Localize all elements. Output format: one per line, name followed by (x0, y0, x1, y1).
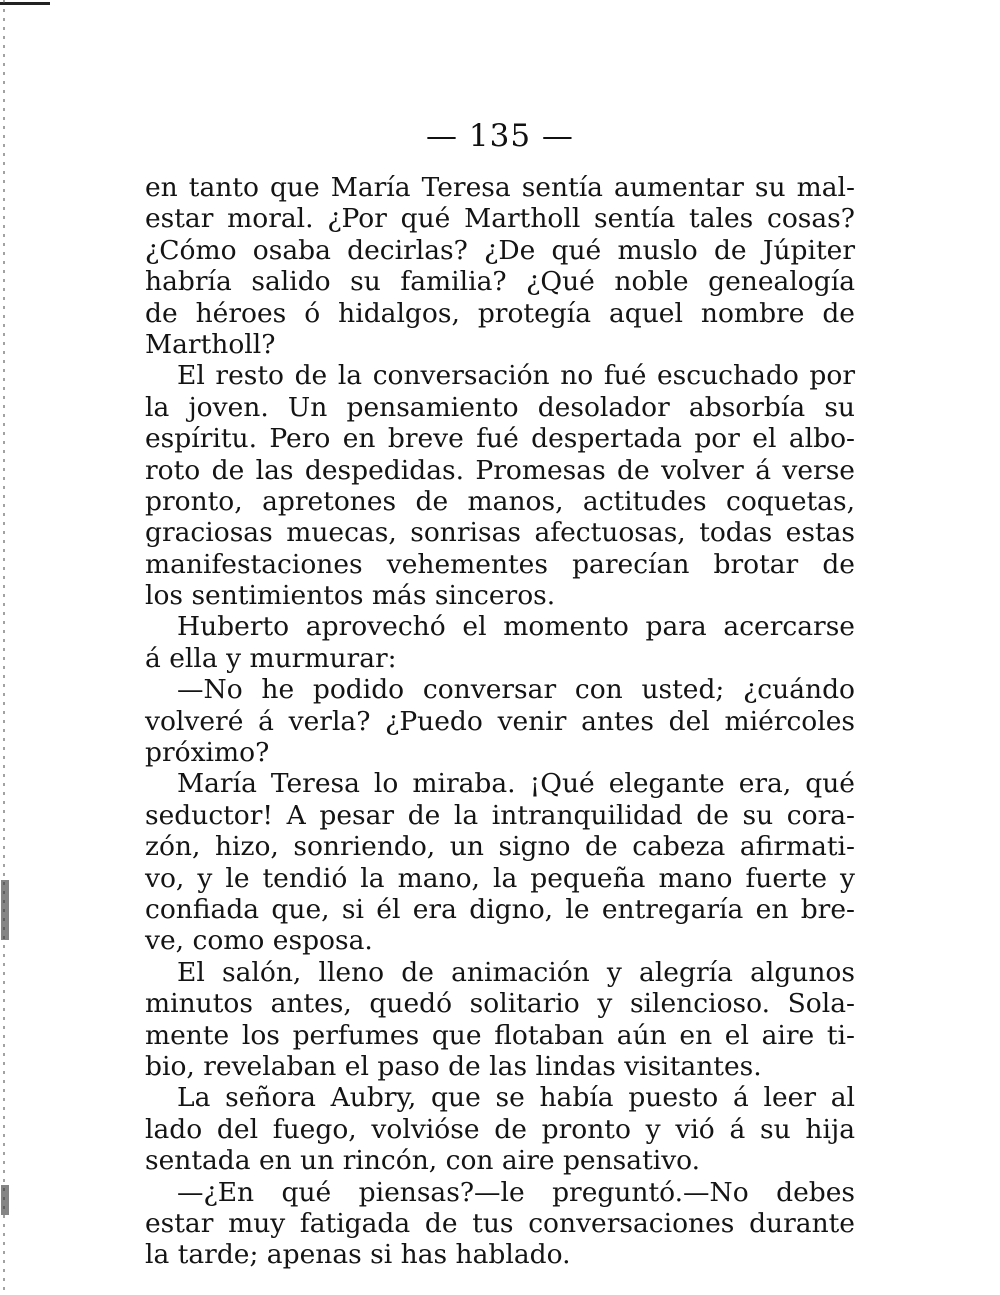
text-line: estar muy fatigada de tus conversaciones durante (145, 1207, 855, 1239)
text-line: María Teresa lo miraba. ¡Qué elegante era, qué (177, 768, 855, 800)
text-line: confiada que, si él era digno, le entregaría en bre- (145, 893, 855, 925)
scan-edge-top (0, 2, 50, 5)
text-line: volveré á verla? ¿Puedo venir antes del miércoles (145, 705, 855, 737)
text-line: los sentimientos más sinceros. (145, 580, 556, 612)
text-line: zón, hizo, sonriendo, un signo de cabeza afirmati- (145, 831, 855, 863)
paragraph (145, 1177, 855, 1271)
text-line: ve, como esposa. (145, 925, 373, 957)
text-line: pronto, apretones de manos, actitudes coquetas, (145, 485, 855, 517)
scan-mark (1, 880, 9, 940)
text-line: mente los perfumes que flotaban aún en el aire ti- (145, 1019, 855, 1051)
text-line: estar moral. ¿Por qué Martholl sentía tales cosas? (145, 203, 855, 235)
body-text (145, 172, 855, 1271)
text-line: minutos antes, quedó solitario y silencioso. Sola- (145, 988, 855, 1020)
text-line: ¿Cómo osaba decirlas? ¿De qué muslo de Júpiter (145, 234, 855, 266)
text-line: seductor! A pesar de la intranquilidad de su cora- (145, 799, 855, 831)
text-line: de héroes ó hidalgos, protegía aquel nombre de (145, 297, 855, 329)
paragraph (145, 172, 855, 360)
text-line: sentada en un rincón, con aire pensativo. (145, 1145, 701, 1177)
paragraph (145, 674, 855, 768)
text-line: El resto de la conversación no fué escuchado por (177, 360, 855, 392)
text-line: La señora Aubry, que se había puesto á leer al (177, 1082, 855, 1114)
text-line: habría salido su familia? ¿Qué noble genealogía (145, 266, 855, 298)
text-line: Huberto aprovechó el momento para acercarse (177, 611, 855, 643)
text-line: manifestaciones vehementes parecían brotar de (145, 548, 855, 580)
text-line: la joven. Un pensamiento desolador absorbía su (145, 391, 855, 423)
text-line: Martholl? (145, 328, 276, 360)
paragraph (145, 1082, 855, 1176)
text-line: graciosas muecas, sonrisas afectuosas, todas estas (145, 517, 855, 549)
page-number: — 135 — (426, 118, 574, 154)
text-line: próximo? (145, 737, 270, 769)
text-line: —No he podido conversar con usted; ¿cuándo (177, 674, 855, 706)
text-line: bio, revelaban el paso de las lindas visitantes. (145, 1050, 762, 1082)
paragraph (145, 360, 855, 611)
paragraph (145, 957, 855, 1083)
text-line: espíritu. Pero en breve fué despertada por el albo- (145, 423, 855, 455)
text-line: —¿En qué piensas?—le preguntó.—No debes (177, 1176, 855, 1208)
text-line: la tarde; apenas si has hablado. (145, 1239, 571, 1271)
text-line: vo, y le tendió la mano, la pequeña mano fuerte y (145, 862, 855, 894)
text-line: lado del fuego, volvióse de pronto y vió á su hija (145, 1113, 855, 1145)
text-line: El salón, lleno de animación y alegría algunos (177, 956, 855, 988)
scan-edge-left (3, 0, 5, 1295)
paragraph (145, 611, 855, 674)
scan-mark (1, 1185, 9, 1215)
text-line: roto de las despedidas. Promesas de volver á verse (145, 454, 855, 486)
paragraph (145, 768, 855, 956)
text-line: en tanto que María Teresa sentía aumentar su mal- (145, 172, 855, 203)
text-line: á ella y murmurar: (145, 642, 397, 674)
